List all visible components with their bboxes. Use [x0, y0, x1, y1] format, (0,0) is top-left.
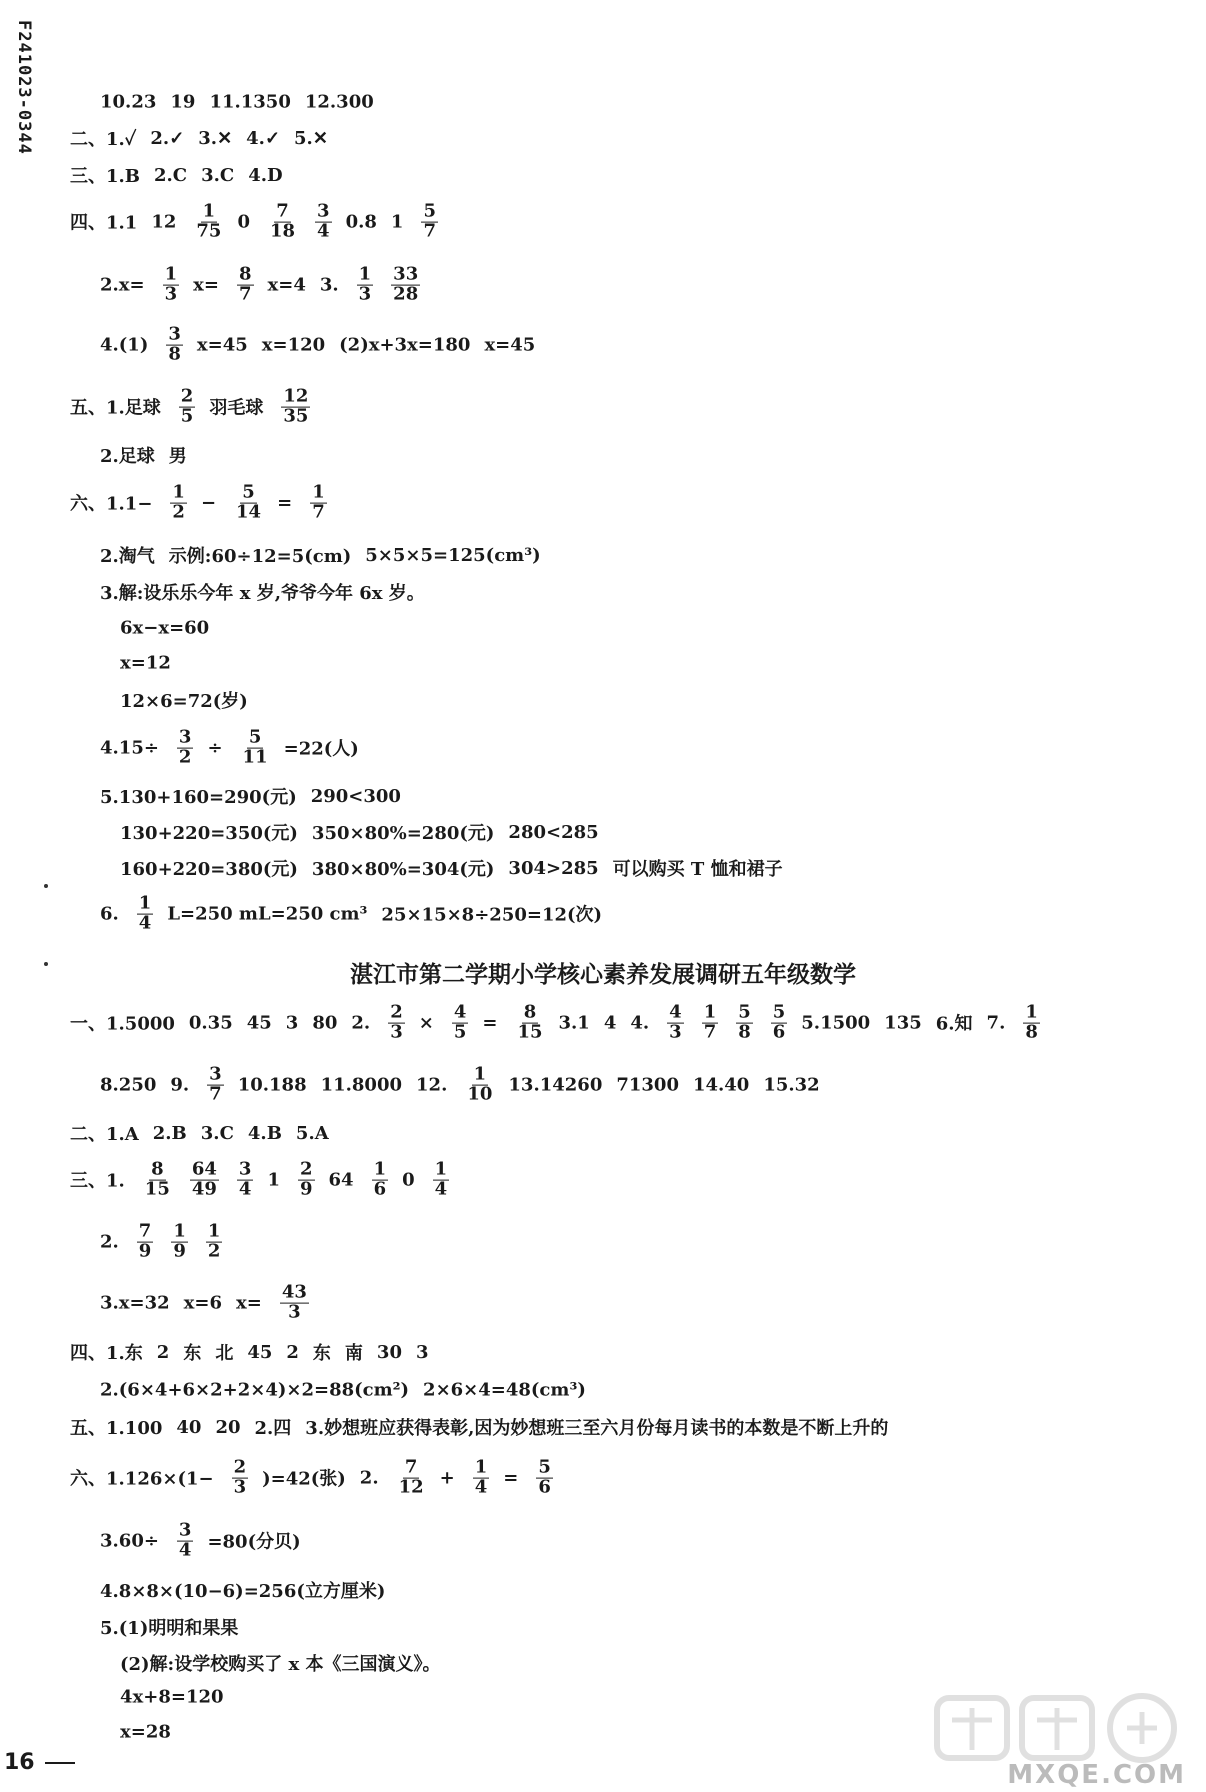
fraction-numerator: 1 — [173, 1220, 186, 1242]
page-number: 16 — [4, 1750, 35, 1775]
answer-text: 9. — [170, 1074, 190, 1096]
answer-line — [70, 481, 341, 523]
answer-text: 10.188 — [237, 1074, 307, 1096]
fraction-denominator: 6 — [538, 1476, 551, 1498]
answer-text: 19 — [170, 91, 196, 113]
fraction — [536, 1456, 553, 1498]
answer-text: 12×6=72(岁) — [120, 691, 248, 712]
answer-text: 350×80%=280(元) — [311, 823, 495, 844]
answer-text: 10.23 — [100, 91, 157, 113]
fraction-numerator: 1 — [434, 1158, 448, 1180]
answer-line — [100, 1577, 399, 1603]
fraction-denominator: 4 — [474, 1476, 488, 1498]
answer-text: 160+220=380(元) — [120, 859, 298, 880]
answer-text: =22(人) — [283, 739, 359, 760]
answer-text: 6.知 — [935, 1014, 973, 1035]
answer-text: 2.(6×4+6×2+2×4)×2=88(cm²) — [100, 1379, 410, 1401]
fraction — [268, 200, 297, 242]
fraction-denominator: 3 — [164, 283, 178, 305]
answer-text: 45 — [247, 1341, 273, 1363]
answer-text: 东 — [312, 1343, 331, 1364]
answer-line — [70, 1414, 902, 1440]
answer-line — [100, 1063, 834, 1105]
answer-text: x=120 — [261, 334, 326, 356]
fraction-numerator: 8 — [238, 263, 252, 285]
answer-text: (2)x+3x=180 — [339, 334, 471, 356]
answer-text: 北 — [215, 1343, 234, 1364]
fraction-denominator: 2 — [207, 1240, 221, 1262]
answer-line — [70, 200, 452, 242]
fraction-numerator: 7 — [404, 1456, 418, 1478]
fraction — [137, 1220, 154, 1262]
answer-text: = — [503, 1467, 519, 1489]
fraction-denominator: 15 — [144, 1178, 170, 1200]
answer-line — [70, 1339, 443, 1365]
answer-text: 四、1.东 — [70, 1343, 143, 1364]
fraction-denominator: 4 — [238, 1178, 252, 1200]
answer-text: 可以购买 T 恤和裙子 — [612, 859, 783, 880]
answer-line — [70, 162, 297, 188]
fraction-denominator: 7 — [238, 283, 252, 305]
fraction-denominator: 18 — [269, 220, 296, 242]
answer-text: − — [200, 492, 217, 514]
answer-line — [70, 125, 342, 151]
fraction-denominator: 8 — [738, 1021, 751, 1043]
fraction-denominator: 4 — [138, 912, 152, 934]
answer-text: 6. — [100, 903, 119, 925]
answer-line — [100, 783, 415, 809]
answer-text: )=42(张) — [262, 1469, 346, 1490]
section-title: 湛江市第二学期小学核心素养发展调研五年级数学 — [350, 962, 856, 988]
fraction-numerator: 2 — [390, 1001, 403, 1023]
answer-text: 14.40 — [692, 1074, 750, 1096]
fraction — [163, 263, 180, 305]
answer-text: 5.130+160=290(元) — [100, 787, 297, 808]
answer-text: x= — [236, 1292, 262, 1314]
answer-line — [70, 1001, 1054, 1043]
answer-text: 40 — [176, 1416, 202, 1438]
fraction-numerator: 5 — [538, 1456, 551, 1478]
fraction — [298, 1158, 315, 1200]
fraction-denominator: 75 — [196, 220, 222, 242]
answer-text: 11.1350 — [209, 91, 291, 113]
answer-line — [120, 855, 797, 881]
answer-line — [70, 1456, 567, 1498]
answer-text: 六、1.126×(1− — [70, 1469, 214, 1490]
answer-text: 3.解:设乐乐今年 x 岁,爷爷今年 6x 岁。 — [100, 583, 425, 604]
answer-text: 30 — [376, 1341, 402, 1363]
answer-text: × — [418, 1012, 434, 1034]
watermark-text: MXQE.COM — [1007, 1760, 1186, 1790]
answer-text: 3.60÷ — [100, 1530, 159, 1552]
fraction — [166, 323, 183, 365]
answer-line — [100, 1281, 323, 1323]
fraction-numerator: 64 — [191, 1158, 217, 1180]
answer-text: x=45 — [196, 334, 248, 356]
answer-text: x= — [193, 274, 219, 296]
answer-text: 一、1.5000 — [70, 1014, 175, 1035]
answer-text: 男 — [168, 446, 187, 467]
answer-line — [70, 385, 324, 427]
answer-text: 5×5×5=125(cm³) — [365, 544, 541, 566]
answer-line — [100, 263, 434, 305]
fraction-numerator: 5 — [738, 1001, 751, 1023]
answer-line — [70, 1120, 343, 1146]
answer-text: ÷ — [207, 737, 223, 759]
answer-text: L=250 mL=250 cm³ — [167, 903, 368, 925]
fraction — [237, 263, 254, 305]
answer-line — [100, 726, 373, 768]
answer-text: 45 — [246, 1012, 272, 1034]
answer-text: 2 — [156, 1341, 170, 1363]
answer-line — [70, 1158, 463, 1200]
fraction-denominator: 9 — [173, 1240, 186, 1262]
answer-text: 71300 — [616, 1074, 679, 1096]
answer-line — [100, 323, 549, 365]
answer-text: 0.8 — [345, 211, 377, 233]
answer-text: 六、1.1− — [70, 494, 153, 515]
fraction-denominator: 35 — [283, 405, 309, 427]
fraction-numerator: 4 — [453, 1001, 467, 1023]
fraction — [372, 1158, 389, 1200]
fraction — [190, 1158, 219, 1200]
answer-text: 东 — [183, 1343, 202, 1364]
fraction-numerator: 2 — [233, 1456, 247, 1478]
answer-text: x=6 — [183, 1292, 222, 1314]
fraction-denominator: 4 — [317, 220, 330, 242]
answer-text: 12.300 — [304, 91, 374, 113]
fraction — [465, 1063, 494, 1105]
answer-text: 3.x=32 — [100, 1292, 170, 1314]
fraction-numerator: 1 — [703, 1001, 717, 1023]
answer-text: 3.✕ — [198, 127, 233, 149]
fraction-numerator: 3 — [178, 1519, 192, 1541]
fraction — [473, 1456, 490, 1498]
answer-text: 13.14260 — [508, 1074, 603, 1096]
fraction-denominator: 14 — [236, 501, 262, 523]
answer-line — [120, 1687, 238, 1708]
answer-text: x=45 — [484, 334, 536, 356]
fraction — [315, 200, 332, 242]
answer-text: 2. — [351, 1012, 371, 1034]
fraction-denominator: 6 — [373, 1178, 387, 1200]
fraction-denominator: 2 — [178, 746, 192, 768]
answer-text: 三、1.B — [70, 166, 141, 187]
fraction-numerator: 8 — [523, 1001, 537, 1023]
fraction-numerator: 1 — [474, 1456, 488, 1478]
fraction — [667, 1001, 684, 1043]
answer-line — [100, 542, 555, 568]
fraction — [433, 1158, 450, 1200]
answer-text: 2.C — [154, 164, 188, 186]
fraction — [241, 726, 270, 768]
answer-text: 5.A — [295, 1122, 329, 1144]
fraction-denominator: 3 — [233, 1476, 247, 1498]
answer-text: 0 — [237, 211, 250, 233]
answer-text: 2. — [359, 1467, 379, 1489]
fraction-numerator: 1 — [473, 1063, 487, 1085]
fraction — [736, 1001, 753, 1043]
answer-text: 2.B — [152, 1122, 187, 1144]
fraction-denominator: 5 — [453, 1021, 467, 1043]
fraction-denominator: 5 — [180, 405, 194, 427]
answer-text: 130+220=350(元) — [120, 823, 298, 844]
answer-text: 20 — [215, 1416, 241, 1438]
fraction-numerator: 1 — [1025, 1001, 1038, 1023]
fraction-denominator: 3 — [288, 1301, 301, 1323]
fraction-numerator: 1 — [373, 1158, 387, 1180]
fraction-denominator: 49 — [191, 1178, 217, 1200]
answer-line — [100, 892, 616, 934]
answer-line — [120, 653, 185, 674]
fraction — [177, 1519, 194, 1561]
fraction — [515, 1001, 544, 1043]
answer-text: 4.✓ — [246, 127, 281, 149]
fraction-denominator: 7 — [703, 1021, 717, 1043]
fraction-numerator: 12 — [283, 385, 309, 407]
answer-text: =80(分贝) — [207, 1532, 301, 1553]
side-code — [4, 20, 34, 200]
answer-line — [100, 1380, 600, 1401]
answer-text: 3.C — [201, 164, 235, 186]
page-footer — [4, 1750, 75, 1775]
fraction — [171, 1220, 188, 1262]
answer-text: 25×15×8÷250=12(次) — [381, 905, 603, 926]
answer-text: x=12 — [120, 652, 171, 674]
answer-text: 4.8×8×(10−6)=256(立方厘米) — [100, 1581, 386, 1602]
fraction-numerator: 2 — [299, 1158, 313, 1180]
fraction-denominator: 8 — [168, 343, 181, 365]
footer-dash — [45, 1762, 75, 1764]
answer-line — [120, 1650, 454, 1676]
answer-text: 3 — [285, 1012, 299, 1034]
answer-text: 2 — [286, 1341, 299, 1363]
fraction-denominator: 7 — [312, 501, 325, 523]
answer-text: 二、1.✓ — [70, 129, 137, 150]
answer-text: 五、1.100 — [70, 1418, 163, 1439]
fraction — [179, 385, 196, 427]
answer-text: 5.(1)明明和果果 — [100, 1618, 239, 1639]
answer-text: 2. — [100, 1231, 119, 1253]
fraction — [143, 1158, 172, 1200]
answer-text: 南 — [344, 1343, 363, 1364]
fraction — [177, 726, 194, 768]
answer-text: 四、1.1 — [70, 213, 138, 234]
answer-text: 0 — [402, 1169, 415, 1191]
fraction — [206, 1220, 223, 1262]
margin-dot — [44, 962, 48, 966]
answer-text: 304>285 — [508, 857, 599, 879]
answer-text: 15.32 — [763, 1074, 820, 1096]
fraction-numerator: 1 — [202, 200, 216, 222]
fraction-numerator: 4 — [669, 1001, 682, 1023]
fraction-numerator: 1 — [358, 263, 372, 285]
fraction — [702, 1001, 719, 1043]
answer-line — [100, 1220, 236, 1262]
answer-text: 4x+8=120 — [120, 1686, 224, 1708]
fraction-denominator: 3 — [358, 283, 372, 305]
fraction-numerator: 3 — [178, 726, 192, 748]
answer-text: 3.1 — [558, 1012, 590, 1034]
answer-text: 1 — [267, 1169, 280, 1191]
answer-text: 135 — [884, 1012, 922, 1034]
answer-line — [120, 687, 262, 713]
answer-text: 3.C — [200, 1122, 234, 1144]
answer-text: 4. — [630, 1012, 650, 1034]
fraction — [237, 1158, 254, 1200]
fraction — [232, 1456, 249, 1498]
answer-text: 3.妙想班应获得表彰,因为妙想班三至六月份每月读书的本数是不断上升的 — [305, 1418, 889, 1439]
fraction-denominator: 3 — [390, 1021, 403, 1043]
answer-text: 2×6×4=48(cm³) — [423, 1379, 586, 1401]
answer-text: x=28 — [120, 1721, 171, 1743]
fraction — [194, 200, 223, 242]
fraction-denominator: 3 — [669, 1021, 682, 1043]
fraction-numerator: 1 — [312, 481, 325, 503]
fraction-denominator: 8 — [1025, 1021, 1038, 1043]
fraction-denominator: 28 — [393, 283, 419, 305]
answer-text: 3 — [415, 1341, 429, 1363]
answer-line — [100, 1519, 315, 1561]
fraction-numerator: 7 — [138, 1220, 152, 1242]
fraction-numerator: 33 — [393, 263, 419, 285]
answer-text: 6x−x=60 — [120, 617, 210, 639]
answer-text: x=4 — [267, 274, 306, 296]
fraction-denominator: 11 — [242, 746, 268, 768]
answer-text: 5.1500 — [801, 1012, 871, 1034]
fraction-numerator: 43 — [281, 1281, 307, 1303]
answer-text: 2.足球 — [100, 446, 155, 467]
fraction — [1023, 1001, 1040, 1043]
answer-text: 290<300 — [310, 785, 401, 807]
fraction-denominator: 15 — [517, 1021, 543, 1043]
fraction-numerator: 3 — [209, 1063, 222, 1085]
answer-text: 4.15÷ — [100, 737, 159, 759]
fraction-denominator: 6 — [772, 1021, 786, 1043]
answer-text: 2.四 — [254, 1418, 292, 1439]
answer-text: 80 — [312, 1012, 338, 1034]
answer-text: 示例:60÷12=5(cm) — [168, 546, 352, 567]
fraction-numerator: 2 — [180, 385, 194, 407]
answer-text: 0.35 — [188, 1012, 233, 1034]
fraction — [281, 385, 310, 427]
answer-text: 1 — [390, 211, 404, 233]
answer-text: 4.D — [248, 164, 283, 186]
answer-text: 3. — [319, 274, 339, 296]
fraction-numerator: 1 — [207, 1220, 221, 1242]
answer-text: 8.250 — [100, 1074, 157, 1096]
answer-text: 12 — [151, 211, 177, 233]
fraction-numerator: 3 — [317, 200, 330, 222]
fraction-denominator: 2 — [172, 501, 185, 523]
answer-text: 380×80%=304(元) — [311, 859, 495, 880]
answer-text: 4.(1) — [100, 334, 149, 356]
margin-dot — [44, 884, 48, 888]
fraction-denominator: 9 — [299, 1178, 313, 1200]
fraction-numerator: 1 — [138, 892, 152, 914]
answer-line — [120, 618, 223, 639]
answer-text: 羽毛球 — [209, 398, 264, 419]
fraction-numerator: 3 — [168, 323, 181, 345]
fraction-numerator: 7 — [276, 200, 289, 222]
fraction — [452, 1001, 469, 1043]
fraction — [207, 1063, 224, 1105]
fraction — [234, 481, 263, 523]
fraction — [421, 200, 438, 242]
fraction-numerator: 3 — [238, 1158, 252, 1180]
fraction — [357, 263, 374, 305]
answer-text: 5.✕ — [294, 127, 328, 149]
fraction-denominator: 10 — [467, 1083, 493, 1105]
fraction-numerator: 1 — [164, 263, 178, 285]
fraction-denominator: 9 — [138, 1240, 152, 1262]
fraction-numerator: 1 — [172, 481, 185, 503]
fraction — [310, 481, 327, 523]
fraction — [137, 892, 154, 934]
answer-text: 2.✓ — [150, 127, 185, 149]
fraction-denominator: 7 — [209, 1083, 222, 1105]
answer-text: 2.淘气 — [100, 546, 155, 567]
answer-text: 280<285 — [508, 821, 599, 843]
fraction-denominator: 4 — [178, 1539, 192, 1561]
answer-text: 12. — [416, 1074, 448, 1096]
fraction-denominator: 7 — [423, 220, 436, 242]
fraction-denominator: 4 — [434, 1178, 448, 1200]
fraction — [391, 263, 420, 305]
answer-line — [100, 1614, 252, 1640]
fraction — [388, 1001, 405, 1043]
answer-line — [100, 92, 388, 113]
fraction-numerator: 8 — [151, 1158, 164, 1180]
answer-line — [100, 442, 201, 468]
fraction-numerator: 5 — [242, 481, 255, 503]
answer-text: = — [277, 492, 293, 514]
answer-line — [100, 579, 439, 605]
answer-text: 五、1.足球 — [70, 398, 161, 419]
fraction — [280, 1281, 309, 1323]
answer-text: = — [482, 1012, 498, 1034]
answer-text: 7. — [986, 1012, 1006, 1034]
answer-text: 三、1. — [70, 1171, 125, 1192]
side-code-text: F241023-0344 — [14, 20, 34, 155]
answer-text: 二、1.A — [70, 1124, 139, 1145]
fraction-numerator: 5 — [423, 200, 436, 222]
fraction-denominator: 12 — [398, 1476, 424, 1498]
answer-text: 11.8000 — [320, 1074, 403, 1096]
fraction-numerator: 5 — [248, 726, 262, 748]
fraction-numerator: 5 — [772, 1001, 786, 1023]
fraction — [170, 481, 187, 523]
answer-text: 64 — [328, 1169, 354, 1191]
answer-text: 2.x= — [100, 274, 145, 296]
answer-text: 4 — [603, 1012, 617, 1034]
fraction — [771, 1001, 788, 1043]
fraction — [397, 1456, 426, 1498]
answer-line — [120, 819, 613, 845]
answer-text: (2)解:设学校购买了 x 本《三国演义》。 — [120, 1654, 441, 1675]
answer-line — [120, 1722, 185, 1743]
answer-text: + — [439, 1467, 455, 1489]
answer-text: 4.B — [247, 1122, 282, 1144]
